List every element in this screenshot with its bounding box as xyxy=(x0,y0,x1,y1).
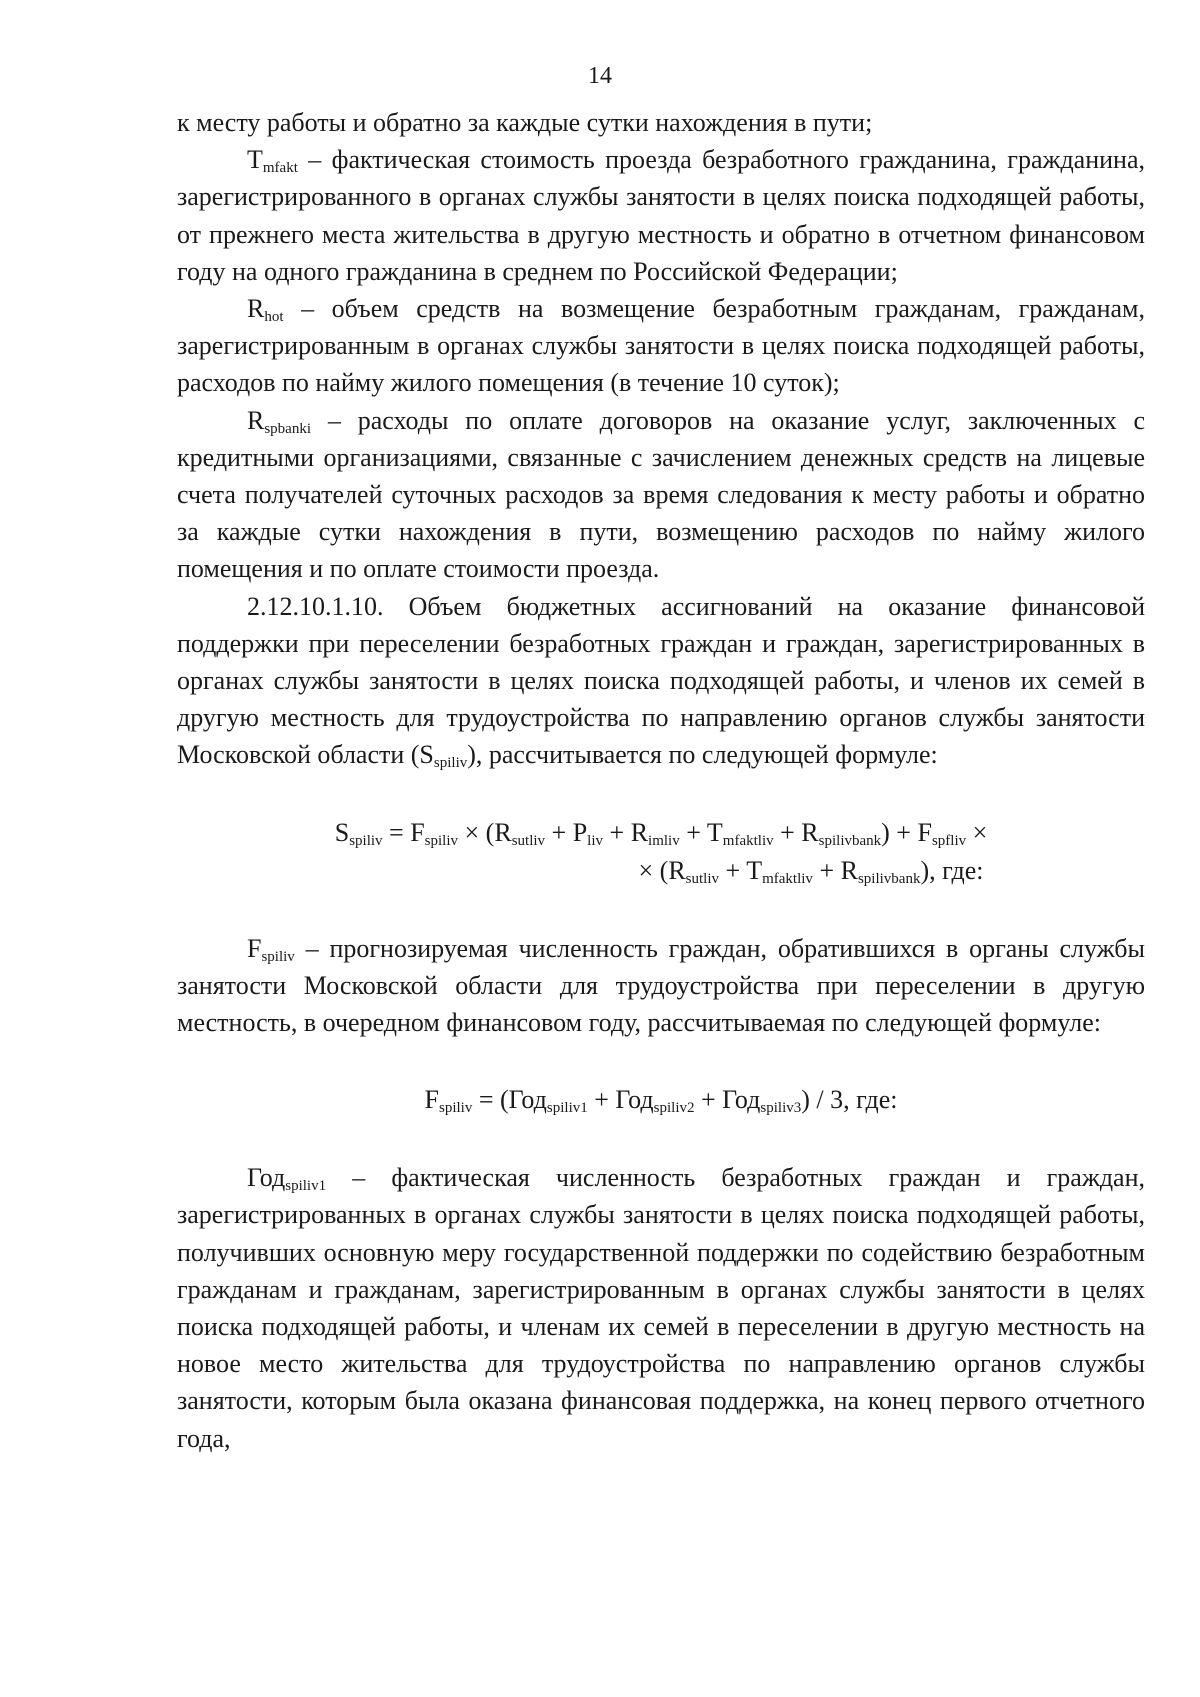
term-definition: – прогнозируемая численность граждан, обратившихся в органы службы занятости Московской области для трудоустройства при переселении в другую местность, в очередном финансовом году, рассчитываемая по следующей формуле: xyxy=(177,933,1145,1038)
term-definition: – расходы по оплате договоров на оказание услуг, заключенных с кредитными организациями, связанные с зачислением денежных средств на лицевые счета получателей суточных расходов за время следования к месту работы и обратно за каждые сутки нахождения в пути, возмещению расходов по найму жилого помещения и по оплате стоимости проезда. xyxy=(177,405,1145,584)
term-subscript: spbanki xyxy=(264,420,312,437)
paragraph-rhot-definition xyxy=(177,290,1145,402)
document-body xyxy=(177,104,1145,1457)
page-number: 14 xyxy=(588,63,612,89)
term-subscript: hot xyxy=(264,309,284,326)
paragraph-tmfakt-definition xyxy=(177,141,1145,290)
term-symbol: F xyxy=(247,933,262,963)
term-subscript: spiliv xyxy=(433,755,468,772)
term-symbol: T xyxy=(247,145,263,175)
paragraph-fspiliv-definition xyxy=(177,930,1145,1042)
term-definition: – объем средств на возмещение безработным гражданам, гражданам, зарегистрированным в органах службы занятости в целях поиска подходящей работы, расходов по найму жилого помещения (в течение 10 суток); xyxy=(177,294,1145,398)
term-definition: – фактическая стоимость проезда безработного гражданина, гражданина, зарегистрированного в органах службы занятости в целях поиска подходящей работы, от прежнего места жительства в другую местность и обратно в отчетном финансовом году на одного гражданина в среднем по Российской Федерации; xyxy=(177,145,1145,286)
paragraph-section-2-12-10-1-10: 2.12.10.1.10. Объем бюджетных ассигнований на оказание финансовой поддержки при переселении безработных граждан и граждан, зарегистрированных в органах службы занятости в целях поиска подходящей работы, и членов их семей в другую местность для трудоустройства по направлению органов службы занятости Московской области $(S_{spiliv})$, рассчитывается по следующей формуле: xyxy=(177,591,1145,772)
paragraph-continuation: к месту работы и обратно за каждые сутки нахождения в пути; xyxy=(177,108,873,137)
term-subscript: spiliv xyxy=(261,948,295,965)
term-subscript: spiliv1 xyxy=(285,1178,327,1195)
paragraph-rspbanki-definition xyxy=(177,402,1145,588)
formula-sspiliv xyxy=(177,814,1145,890)
formula-line-1: $S_{spiliv} = F_{spiliv} \times (R_{sutliv} + P_{liv} + R_{imliv} + T_{mfaktliv} + R_{spilivbank}) + F_{spfliv}$ × xyxy=(334,817,988,849)
term-subscript: mfakt xyxy=(262,160,298,177)
term-symbol: R xyxy=(247,294,265,324)
formula-line-2: × $(R_{sutliv} + T_{mfaktliv} + R_{spilivbank})$, где: xyxy=(638,855,984,887)
term-symbol: R xyxy=(247,405,265,435)
formula-fspiliv: $F_{spiliv} = (Год_{spiliv1} + Год_{spiliv2} + Год_{spiliv3}) / 3$, где: xyxy=(424,1085,898,1117)
term-symbol: Год xyxy=(247,1163,286,1193)
term-definition: – фактическая численность безработных граждан и граждан, зарегистрированных в органах службы занятости в целях поиска подходящей работы, получивших основную меру государственной поддержки по содействию безработным гражданам и гражданам, зарегистрированным в органах службы занятости в целях поиска подходящей работы, и членам их семей в переселении в другую местность на новое место жительства для трудоустройства по направлению органов службы занятости, которым была оказана финансовая поддержка, на конец первого отчетного года, xyxy=(177,1163,1145,1453)
paragraph-godspiliv1-definition xyxy=(177,1159,1145,1457)
